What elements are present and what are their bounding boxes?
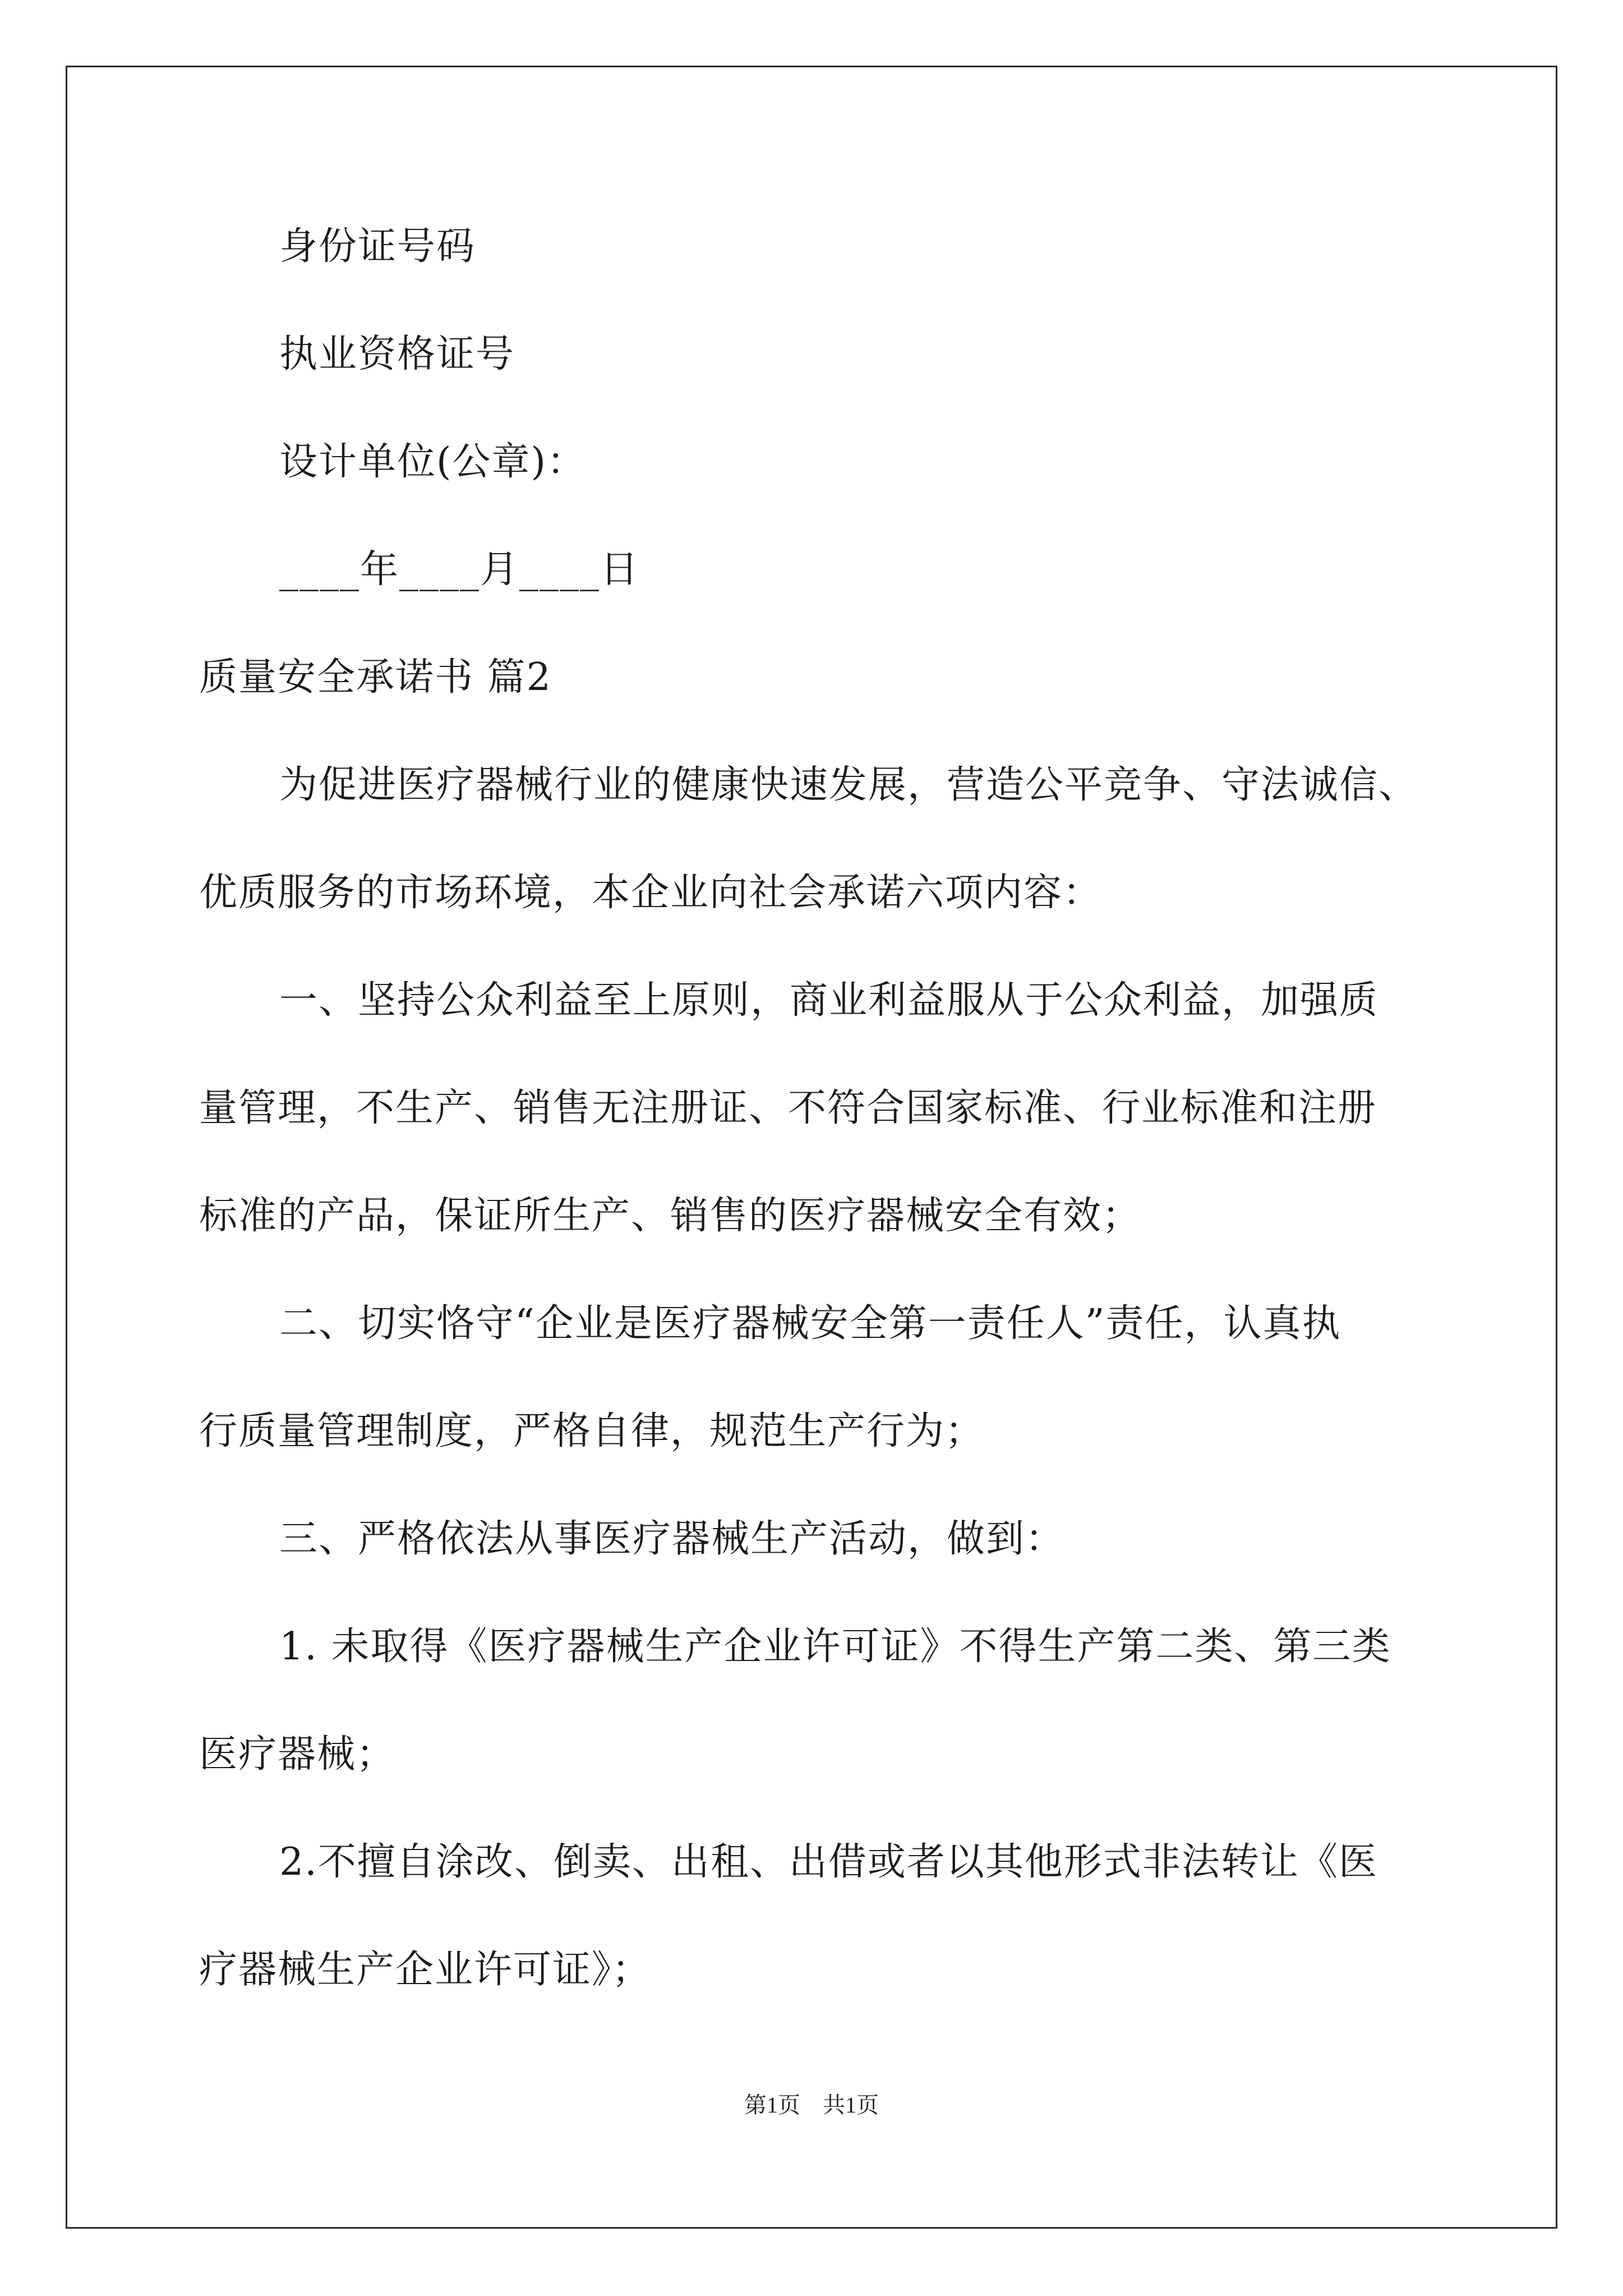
field-license-number: 执业资格证号 xyxy=(279,332,515,376)
field-design-unit: 设计单位(公章)： xyxy=(279,440,587,484)
paragraph-line: 标准的产品，保证所生产、销售的医疗器械安全有效； xyxy=(199,1194,1142,1238)
paragraph-line: 三、严格依法从事医疗器械生产活动，做到： xyxy=(279,1517,1065,1561)
list-item-line: 疗器械生产企业许可证》； xyxy=(199,1948,652,1992)
field-id-number: 身份证号码 xyxy=(279,224,476,269)
section-heading: 质量安全承诺书 篇2 xyxy=(199,655,552,700)
list-item-line: 1. 未取得《医疗器械生产企业许可证》不得生产第二类、第三类 xyxy=(279,1625,1391,1669)
paragraph-line: 为促进医疗器械行业的健康快速发展，营造公平竞争、守法诚信、 xyxy=(279,763,1418,807)
paragraph-line: 行质量管理制度，严格自律，规范生产行为； xyxy=(199,1409,985,1453)
paragraph-line: 一、坚持公众利益至上原则，商业利益服从于公众利益，加强质 xyxy=(279,978,1379,1023)
list-item-line: 2.不擅自涂改、倒卖、出租、出借或者以其他形式非法转让《医 xyxy=(279,1840,1378,1884)
paragraph-line: 二、切实恪守“企业是医疗器械安全第一责任人”责任，认真执 xyxy=(279,1301,1341,1346)
page-footer: 第1页 共1页 xyxy=(744,2092,879,2118)
field-date: ____年____月____日 xyxy=(279,547,640,592)
page-border xyxy=(66,66,1557,2229)
paragraph-line: 优质服务的市场环境，本企业向社会承诺六项内容： xyxy=(199,871,1103,915)
paragraph-line: 量管理，不生产、销售无注册证、不符合国家标准、行业标准和注册 xyxy=(199,1086,1377,1130)
list-item-line: 医疗器械； xyxy=(199,1732,396,1777)
